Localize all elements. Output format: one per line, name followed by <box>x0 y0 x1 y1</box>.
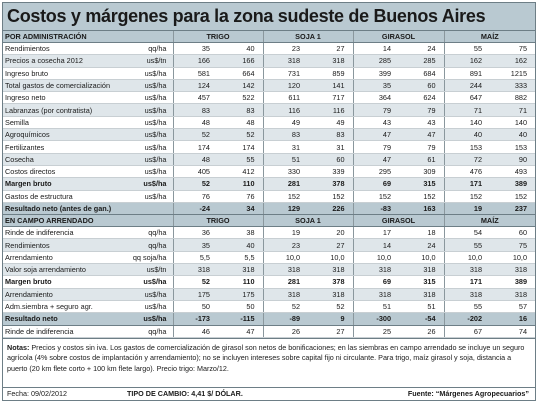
value-cell: 14 <box>353 43 399 55</box>
row-label: Rendimientos <box>3 43 117 55</box>
value-cell: 57 <box>490 300 535 312</box>
value-cell: 43 <box>399 116 444 128</box>
value-cell: 664 <box>218 67 263 79</box>
value-cell: 120 <box>263 79 308 91</box>
value-cell: 285 <box>353 55 399 67</box>
value-cell: 10,0 <box>353 251 399 263</box>
value-cell: 40 <box>218 43 263 55</box>
value-cell: 110 <box>218 276 263 288</box>
value-cell: 31 <box>263 141 308 153</box>
section-title: EN CAMPO ARRENDADO <box>3 215 173 227</box>
value-cell: 54 <box>444 227 490 239</box>
value-cell: 23 <box>263 43 308 55</box>
row-label: Adm.siembra + seguro agr. <box>3 300 117 312</box>
value-cell: 55 <box>444 300 490 312</box>
row-label: Gastos de estructura <box>3 190 117 202</box>
value-cell: 318 <box>218 264 263 276</box>
row-label: Rinde de indiferencia <box>3 325 117 337</box>
value-cell: 25 <box>353 325 399 337</box>
value-cell: 60 <box>399 79 444 91</box>
footer <box>3 387 535 400</box>
value-cell: 55 <box>444 239 490 251</box>
row-unit: us$/ha <box>117 178 173 190</box>
row-label: Labranzas (por contratista) <box>3 104 117 116</box>
value-cell: 611 <box>263 92 308 104</box>
value-cell: 36 <box>173 227 218 239</box>
value-cell: 684 <box>399 67 444 79</box>
value-cell: 162 <box>444 55 490 67</box>
row-unit <box>117 202 173 214</box>
value-cell: 79 <box>399 141 444 153</box>
table-row <box>3 300 535 312</box>
value-cell: 318 <box>399 288 444 300</box>
value-cell: 859 <box>308 67 353 79</box>
value-cell: 142 <box>218 79 263 91</box>
value-cell: -83 <box>353 202 399 214</box>
value-cell: -24 <box>173 202 218 214</box>
row-label: Rinde de indiferencia <box>3 227 117 239</box>
value-cell: 281 <box>263 178 308 190</box>
value-cell: 318 <box>490 264 535 276</box>
value-cell: 318 <box>308 264 353 276</box>
row-unit: us$/ha <box>117 288 173 300</box>
value-cell: 50 <box>218 300 263 312</box>
row-unit: us$/tn <box>117 55 173 67</box>
value-cell: 378 <box>308 178 353 190</box>
value-cell: 61 <box>399 153 444 165</box>
value-cell: 116 <box>263 104 308 116</box>
value-cell: 76 <box>218 190 263 202</box>
table-row <box>3 239 535 251</box>
crop-header: MAÍZ <box>444 215 535 227</box>
row-label: Resultado neto <box>3 313 117 325</box>
margins-table <box>3 31 535 338</box>
row-label: Arrendamiento <box>3 288 117 300</box>
table-row <box>3 251 535 263</box>
value-cell: 318 <box>444 264 490 276</box>
row-unit: qq soja/ha <box>117 251 173 263</box>
row-unit: us$/tn <box>117 264 173 276</box>
row-label: Arrendamiento <box>3 251 117 263</box>
value-cell: 647 <box>444 92 490 104</box>
value-cell: 75 <box>490 43 535 55</box>
value-cell: -54 <box>399 313 444 325</box>
value-cell: 110 <box>218 178 263 190</box>
value-cell: 315 <box>399 276 444 288</box>
section-header-row <box>3 215 535 227</box>
value-cell: 153 <box>444 141 490 153</box>
value-cell: 74 <box>490 325 535 337</box>
value-cell: 174 <box>218 141 263 153</box>
notes <box>3 338 535 378</box>
value-cell: 318 <box>263 264 308 276</box>
value-cell: 16 <box>490 313 535 325</box>
table-row <box>3 55 535 67</box>
value-cell: 175 <box>173 288 218 300</box>
value-cell: 364 <box>353 92 399 104</box>
value-cell: 318 <box>308 288 353 300</box>
row-unit: us$/ha <box>117 153 173 165</box>
value-cell: 35 <box>353 79 399 91</box>
row-label: Margen bruto <box>3 178 117 190</box>
value-cell: 476 <box>444 165 490 177</box>
value-cell: 46 <box>173 325 218 337</box>
value-cell: 318 <box>308 55 353 67</box>
value-cell: 43 <box>353 116 399 128</box>
table-row <box>3 67 535 79</box>
table-row <box>3 202 535 214</box>
crop-header: SOJA 1 <box>263 31 353 43</box>
value-cell: -300 <box>353 313 399 325</box>
row-unit: qq/ha <box>117 239 173 251</box>
value-cell: 20 <box>308 227 353 239</box>
value-cell: 399 <box>353 67 399 79</box>
row-label: Costos directos <box>3 165 117 177</box>
value-cell: 19 <box>263 227 308 239</box>
crop-header: TRIGO <box>173 31 263 43</box>
value-cell: 52 <box>218 129 263 141</box>
value-cell: 47 <box>353 129 399 141</box>
row-label: Total gastos de comercialización <box>3 79 117 91</box>
value-cell: 389 <box>490 178 535 190</box>
value-cell: 27 <box>308 239 353 251</box>
value-cell: 9 <box>308 313 353 325</box>
row-label: Ingreso bruto <box>3 67 117 79</box>
value-cell: 79 <box>353 104 399 116</box>
value-cell: 152 <box>353 190 399 202</box>
notes-text: Precios y costos sin iva. Los gastos de comercialización de girasol son netos de bonificaciones; en las siembras en campo arrendado se incluye un seguro agrícola (4% sobre costos de implantación y arrendamiento); no se incluyen intereses sobre capital fijo ni circulante. Para trigo, maíz girasol y soja, distancia a puerto (20 km flete corto + 100 km flete largo). Precio trigo: Marzo/12. <box>7 342 525 374</box>
value-cell: 40 <box>444 129 490 141</box>
value-cell: 48 <box>173 116 218 128</box>
value-cell: 389 <box>490 276 535 288</box>
value-cell: 83 <box>173 104 218 116</box>
value-cell: -89 <box>263 313 308 325</box>
value-cell: 318 <box>353 264 399 276</box>
value-cell: 17 <box>353 227 399 239</box>
row-label: Semilla <box>3 116 117 128</box>
table-row <box>3 227 535 239</box>
table-row <box>3 43 535 55</box>
value-cell: 27 <box>308 325 353 337</box>
table-row <box>3 190 535 202</box>
crop-header: TRIGO <box>173 215 263 227</box>
row-label: Valor soja arrendamiento <box>3 264 117 276</box>
value-cell: 318 <box>444 288 490 300</box>
value-cell: 60 <box>308 153 353 165</box>
value-cell: 27 <box>308 43 353 55</box>
row-unit: qq/ha <box>117 227 173 239</box>
value-cell: 34 <box>218 202 263 214</box>
value-cell: 35 <box>173 239 218 251</box>
table-row <box>3 288 535 300</box>
value-cell: 309 <box>399 165 444 177</box>
table-row <box>3 313 535 325</box>
value-cell: 10,0 <box>263 251 308 263</box>
table-row <box>3 104 535 116</box>
value-cell: 226 <box>308 202 353 214</box>
value-cell: 71 <box>490 104 535 116</box>
value-cell: 23 <box>263 239 308 251</box>
table-row <box>3 92 535 104</box>
value-cell: 339 <box>308 165 353 177</box>
footer-source: Fuente: “Márgenes Agropecuarios” <box>407 389 529 398</box>
value-cell: 52 <box>173 276 218 288</box>
value-cell: 83 <box>263 129 308 141</box>
cost-margin-table-panel <box>2 2 536 401</box>
row-unit: us$/ha <box>117 141 173 153</box>
value-cell: 318 <box>173 264 218 276</box>
value-cell: 116 <box>308 104 353 116</box>
value-cell: 48 <box>173 153 218 165</box>
value-cell: -202 <box>444 313 490 325</box>
value-cell: 67 <box>444 325 490 337</box>
value-cell: 10,0 <box>444 251 490 263</box>
value-cell: 129 <box>263 202 308 214</box>
crop-header: MAÍZ <box>444 31 535 43</box>
value-cell: 5,5 <box>173 251 218 263</box>
value-cell: 38 <box>218 227 263 239</box>
value-cell: 24 <box>399 239 444 251</box>
table-row <box>3 153 535 165</box>
value-cell: 76 <box>173 190 218 202</box>
row-label: Fertilizantes <box>3 141 117 153</box>
value-cell: 333 <box>490 79 535 91</box>
row-label: Rendimientos <box>3 239 117 251</box>
value-cell: 90 <box>490 153 535 165</box>
row-unit: us$/ha <box>117 92 173 104</box>
value-cell: 318 <box>263 55 308 67</box>
row-unit: us$/ha <box>117 276 173 288</box>
table-row <box>3 165 535 177</box>
value-cell: 52 <box>263 300 308 312</box>
value-cell: 295 <box>353 165 399 177</box>
value-cell: 581 <box>173 67 218 79</box>
value-cell: 51 <box>353 300 399 312</box>
value-cell: 72 <box>444 153 490 165</box>
crop-header: GIRASOL <box>353 31 444 43</box>
value-cell: 69 <box>353 276 399 288</box>
value-cell: 79 <box>353 141 399 153</box>
value-cell: 83 <box>308 129 353 141</box>
value-cell: 83 <box>218 104 263 116</box>
value-cell: 18 <box>399 227 444 239</box>
value-cell: 35 <box>173 43 218 55</box>
section-title: POR ADMINISTRACIÓN <box>3 31 173 43</box>
value-cell: 237 <box>490 202 535 214</box>
value-cell: 412 <box>218 165 263 177</box>
table-row <box>3 325 535 337</box>
value-cell: 318 <box>399 264 444 276</box>
value-cell: 10,0 <box>399 251 444 263</box>
value-cell: 52 <box>173 129 218 141</box>
row-unit: us$/ha <box>117 104 173 116</box>
row-label: Precios a cosecha 2012 <box>3 55 117 67</box>
crop-header: GIRASOL <box>353 215 444 227</box>
crop-header: SOJA 1 <box>263 215 353 227</box>
value-cell: 318 <box>490 288 535 300</box>
value-cell: 55 <box>444 43 490 55</box>
footer-exchange-rate: TIPO DE CAMBIO: 4,41 $/ DÓLAR. <box>127 389 243 398</box>
value-cell: 457 <box>173 92 218 104</box>
row-label: Agroquímicos <box>3 129 117 141</box>
row-unit: us$/ha <box>117 129 173 141</box>
table-row <box>3 276 535 288</box>
value-cell: 152 <box>263 190 308 202</box>
value-cell: 140 <box>490 116 535 128</box>
table-row <box>3 264 535 276</box>
value-cell: 51 <box>399 300 444 312</box>
value-cell: 51 <box>263 153 308 165</box>
notes-label: Notas: <box>7 342 30 352</box>
value-cell: 47 <box>399 129 444 141</box>
value-cell: 171 <box>444 178 490 190</box>
value-cell: 166 <box>218 55 263 67</box>
value-cell: 166 <box>173 55 218 67</box>
section-header-row <box>3 31 535 43</box>
value-cell: 19 <box>444 202 490 214</box>
value-cell: 1215 <box>490 67 535 79</box>
value-cell: 405 <box>173 165 218 177</box>
value-cell: 79 <box>399 104 444 116</box>
table-row <box>3 178 535 190</box>
value-cell: 52 <box>308 300 353 312</box>
value-cell: 141 <box>308 79 353 91</box>
value-cell: 318 <box>263 288 308 300</box>
value-cell: 50 <box>173 300 218 312</box>
row-label: Resultado neto (antes de gan.) <box>3 202 117 214</box>
value-cell: -115 <box>218 313 263 325</box>
table-row <box>3 129 535 141</box>
row-unit: us$/ha <box>117 79 173 91</box>
value-cell: 891 <box>444 67 490 79</box>
value-cell: 315 <box>399 178 444 190</box>
value-cell: 31 <box>308 141 353 153</box>
value-cell: 285 <box>399 55 444 67</box>
row-unit: us$/ha <box>117 313 173 325</box>
value-cell: 24 <box>399 43 444 55</box>
value-cell: 162 <box>490 55 535 67</box>
value-cell: -173 <box>173 313 218 325</box>
value-cell: 26 <box>263 325 308 337</box>
value-cell: 522 <box>218 92 263 104</box>
row-unit: us$/ha <box>117 116 173 128</box>
value-cell: 153 <box>490 141 535 153</box>
value-cell: 152 <box>308 190 353 202</box>
value-cell: 330 <box>263 165 308 177</box>
value-cell: 175 <box>218 288 263 300</box>
value-cell: 49 <box>308 116 353 128</box>
table-row <box>3 141 535 153</box>
row-label: Ingreso neto <box>3 92 117 104</box>
value-cell: 318 <box>353 288 399 300</box>
row-unit: us$/ha <box>117 190 173 202</box>
value-cell: 731 <box>263 67 308 79</box>
value-cell: 47 <box>218 325 263 337</box>
value-cell: 49 <box>263 116 308 128</box>
value-cell: 882 <box>490 92 535 104</box>
row-unit: qq/ha <box>117 43 173 55</box>
row-unit: us$/ha <box>117 300 173 312</box>
value-cell: 52 <box>173 178 218 190</box>
value-cell: 174 <box>173 141 218 153</box>
value-cell: 69 <box>353 178 399 190</box>
footer-date: Fecha: 09/02/2012 <box>7 389 67 398</box>
value-cell: 244 <box>444 79 490 91</box>
row-unit: us$/ha <box>117 67 173 79</box>
value-cell: 163 <box>399 202 444 214</box>
value-cell: 152 <box>399 190 444 202</box>
value-cell: 493 <box>490 165 535 177</box>
value-cell: 152 <box>444 190 490 202</box>
value-cell: 47 <box>353 153 399 165</box>
value-cell: 26 <box>399 325 444 337</box>
table-row <box>3 79 535 91</box>
value-cell: 75 <box>490 239 535 251</box>
value-cell: 171 <box>444 276 490 288</box>
row-unit: us$/ha <box>117 165 173 177</box>
row-label: Cosecha <box>3 153 117 165</box>
value-cell: 152 <box>490 190 535 202</box>
value-cell: 14 <box>353 239 399 251</box>
page-title: Costos y márgenes para la zona sudeste de Buenos Aires <box>3 3 535 31</box>
row-label: Margen bruto <box>3 276 117 288</box>
value-cell: 717 <box>308 92 353 104</box>
value-cell: 60 <box>490 227 535 239</box>
value-cell: 378 <box>308 276 353 288</box>
row-unit: qq/ha <box>117 325 173 337</box>
table-row <box>3 116 535 128</box>
value-cell: 124 <box>173 79 218 91</box>
value-cell: 48 <box>218 116 263 128</box>
value-cell: 10,0 <box>490 251 535 263</box>
value-cell: 140 <box>444 116 490 128</box>
value-cell: 40 <box>218 239 263 251</box>
value-cell: 5,5 <box>218 251 263 263</box>
value-cell: 40 <box>490 129 535 141</box>
value-cell: 281 <box>263 276 308 288</box>
value-cell: 55 <box>218 153 263 165</box>
value-cell: 71 <box>444 104 490 116</box>
value-cell: 624 <box>399 92 444 104</box>
value-cell: 10,0 <box>308 251 353 263</box>
